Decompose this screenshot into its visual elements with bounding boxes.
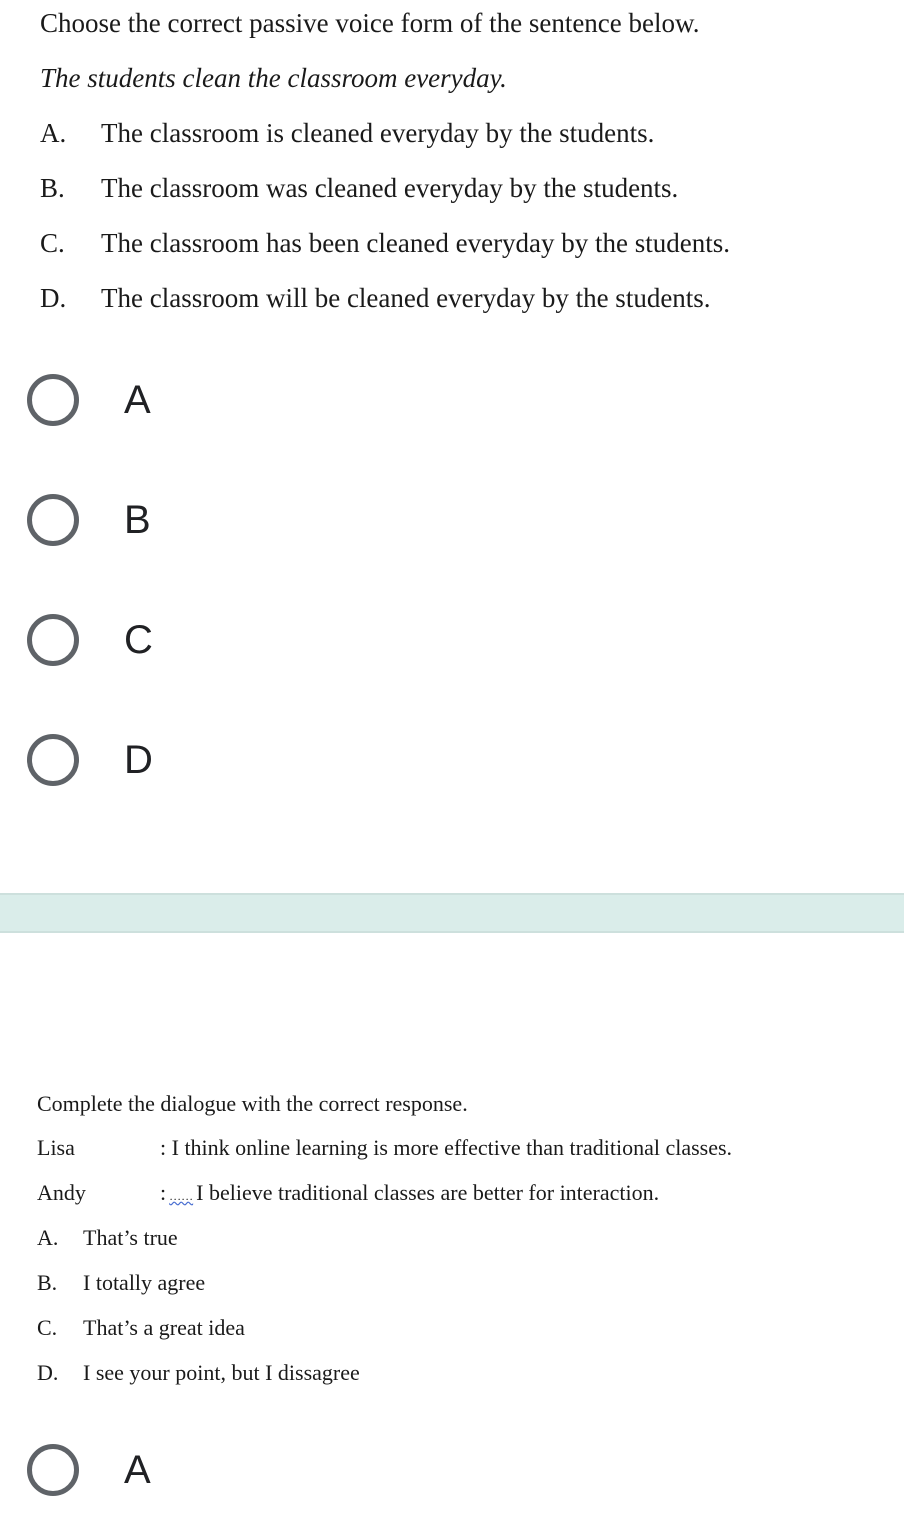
question-1-image bbox=[0, 0, 904, 330]
radio-choice-a[interactable] bbox=[0, 350, 904, 450]
radio-button-icon[interactable] bbox=[27, 494, 79, 546]
radio-label: A bbox=[124, 377, 151, 422]
option-letter: D. bbox=[37, 1360, 59, 1385]
radio-choice-d[interactable] bbox=[0, 710, 904, 810]
dialogue-blank: …… bbox=[169, 1189, 194, 1203]
radio-choice-a[interactable] bbox=[0, 1420, 904, 1520]
dialogue-speaker-andy: Andy bbox=[37, 1180, 86, 1205]
option-text: The classroom will be cleaned everyday by the students. bbox=[101, 283, 711, 313]
radio-button-icon[interactable] bbox=[27, 1444, 79, 1496]
option-text: That’s true bbox=[83, 1225, 178, 1250]
dialogue-line-andy bbox=[160, 1180, 659, 1206]
option-letter: B. bbox=[37, 1270, 58, 1295]
radio-label: B bbox=[124, 497, 151, 542]
option-text: I totally agree bbox=[83, 1270, 206, 1295]
option-text: The classroom is cleaned everyday by the students. bbox=[101, 118, 655, 148]
option-letter: D. bbox=[40, 283, 67, 313]
question-1-sentence: The students clean the classroom everyday. bbox=[40, 63, 507, 93]
radio-choice-c[interactable] bbox=[0, 590, 904, 690]
section-divider bbox=[0, 893, 904, 933]
dialogue-line-lisa: : I think online learning is more effective than traditional classes. bbox=[160, 1135, 733, 1160]
option-text: The classroom has been cleaned everyday by the students. bbox=[101, 228, 731, 258]
radio-label: A bbox=[124, 1447, 151, 1492]
radio-button-icon[interactable] bbox=[27, 614, 79, 666]
option-text: The classroom was cleaned everyday by the students. bbox=[101, 173, 679, 203]
dialogue-text: I believe traditional classes are better for interaction. bbox=[196, 1180, 660, 1205]
radio-label: C bbox=[124, 617, 153, 662]
option-letter: C. bbox=[40, 228, 65, 258]
option-letter: A. bbox=[37, 1225, 59, 1250]
radio-label: D bbox=[124, 737, 153, 782]
question-1-instruction: Choose the correct passive voice form of the sentence below. bbox=[40, 8, 700, 38]
dialogue-speaker-lisa: Lisa bbox=[37, 1135, 75, 1160]
option-text: That’s a great idea bbox=[83, 1315, 245, 1340]
question-2-image bbox=[0, 1080, 904, 1400]
option-text: I see your point, but I dissagree bbox=[83, 1360, 360, 1385]
question-2-instruction: Complete the dialogue with the correct response. bbox=[37, 1091, 468, 1116]
option-letter: C. bbox=[37, 1315, 58, 1340]
radio-choice-b[interactable] bbox=[0, 470, 904, 570]
option-letter: B. bbox=[40, 173, 65, 203]
radio-button-icon[interactable] bbox=[27, 734, 79, 786]
option-letter: A. bbox=[40, 118, 67, 148]
dialogue-colon: : bbox=[160, 1180, 167, 1205]
radio-button-icon[interactable] bbox=[27, 374, 79, 426]
